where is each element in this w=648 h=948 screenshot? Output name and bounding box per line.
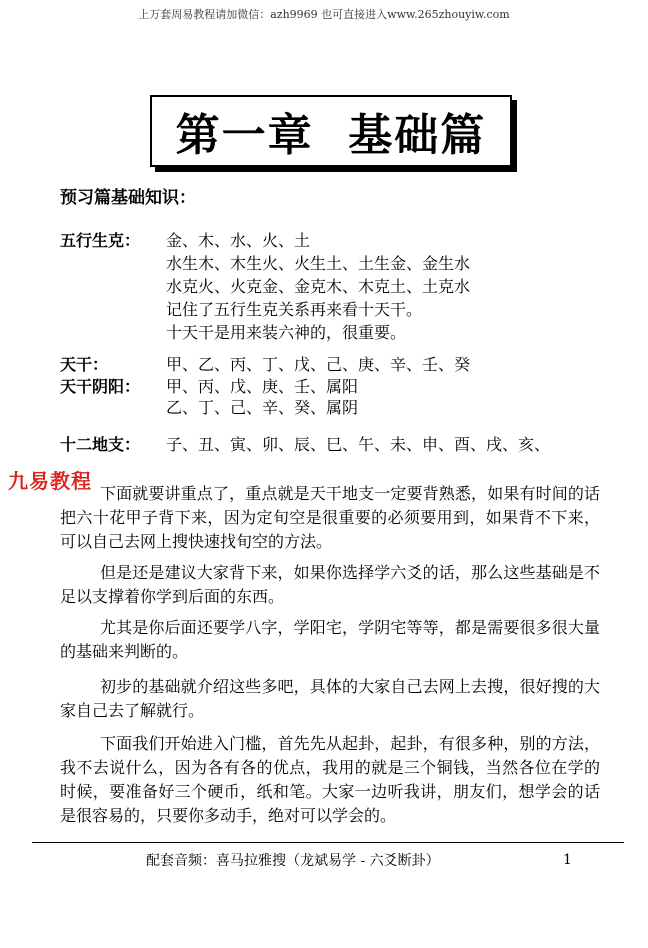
tiangan-yinyang-label: 天干阴阳： xyxy=(60,377,141,396)
watermark-logo: 九易教程 xyxy=(8,469,92,493)
tiangan-yin-line: 乙、丁、己、辛、癸、属阴 xyxy=(166,398,359,417)
chapter-title: 第一章 基础篇 xyxy=(175,110,487,161)
page-number: 1 xyxy=(563,852,572,868)
wuxing-line: 记住了五行生克关系再来看十天干。 xyxy=(166,300,423,319)
header-note: 上万套周易教程请加微信：azh9969 也可直接进入www.265zhouyiw.com xyxy=(138,8,510,21)
wuxing-line: 金、木、水、火、土 xyxy=(166,231,311,250)
body-paragraph: 但是还是建议大家背下来，如果你选择学六爻的话，那么这些基础是不足以支撑着你学到后面的东西。 xyxy=(60,563,600,606)
dizhi-label: 十二地支： xyxy=(60,435,141,454)
chapter-title-box xyxy=(150,95,512,167)
body-paragraph: 初步的基础就介绍这些多吧，具体的大家自己去网上去搜，很好搜的大家自己去了解就行。 xyxy=(60,677,600,720)
wuxing-line: 水克火、火克金、金克木、木克土、土克水 xyxy=(166,277,471,296)
tiangan-label: 天干： xyxy=(60,355,109,374)
footer-text: 配套音频：喜马拉雅搜（龙斌易学 - 六爻断卦） xyxy=(146,853,440,869)
dizhi-line: 子、丑、寅、卯、辰、巳、午、未、申、酉、戌、亥、 xyxy=(166,435,551,454)
footer-divider xyxy=(32,842,624,843)
section-heading: 预习篇基础知识： xyxy=(60,188,196,208)
tiangan-line: 甲、乙、丙、丁、戊、己、庚、辛、壬、癸 xyxy=(166,355,471,374)
tiangan-yang-line: 甲、丙、戊、庚、壬、属阳 xyxy=(166,377,359,396)
body-paragraph: 下面就要讲重点了，重点就是天干地支一定要背熟悉，如果有时间的话把六十花甲子背下来，因为定旬空是很重要的必须要用到，如果背不下来，可以自己去网上搜快速找旬空的方法。 xyxy=(60,484,600,551)
wuxing-line: 水生木、木生火、火生土、土生金、金生水 xyxy=(166,254,471,273)
body-paragraph: 尤其是你后面还要学八字，学阳宅，学阴宅等等，都是需要很多很大量的基础来判断的。 xyxy=(60,618,600,661)
wuxing-label: 五行生克： xyxy=(60,231,141,250)
wuxing-line: 十天干是用来装六神的，很重要。 xyxy=(166,323,407,342)
body-paragraph: 下面我们开始进入门槛，首先先从起卦，起卦，有很多种，别的方法，我不去说什么，因为各有各的优点，我用的就是三个铜钱，当然各位在学的时候，要准备好三个硬币，纸和笔。大家一边听我讲，朋友们，想学会的话是很容易的，只要你多动手，绝对可以学会的。 xyxy=(60,734,600,825)
